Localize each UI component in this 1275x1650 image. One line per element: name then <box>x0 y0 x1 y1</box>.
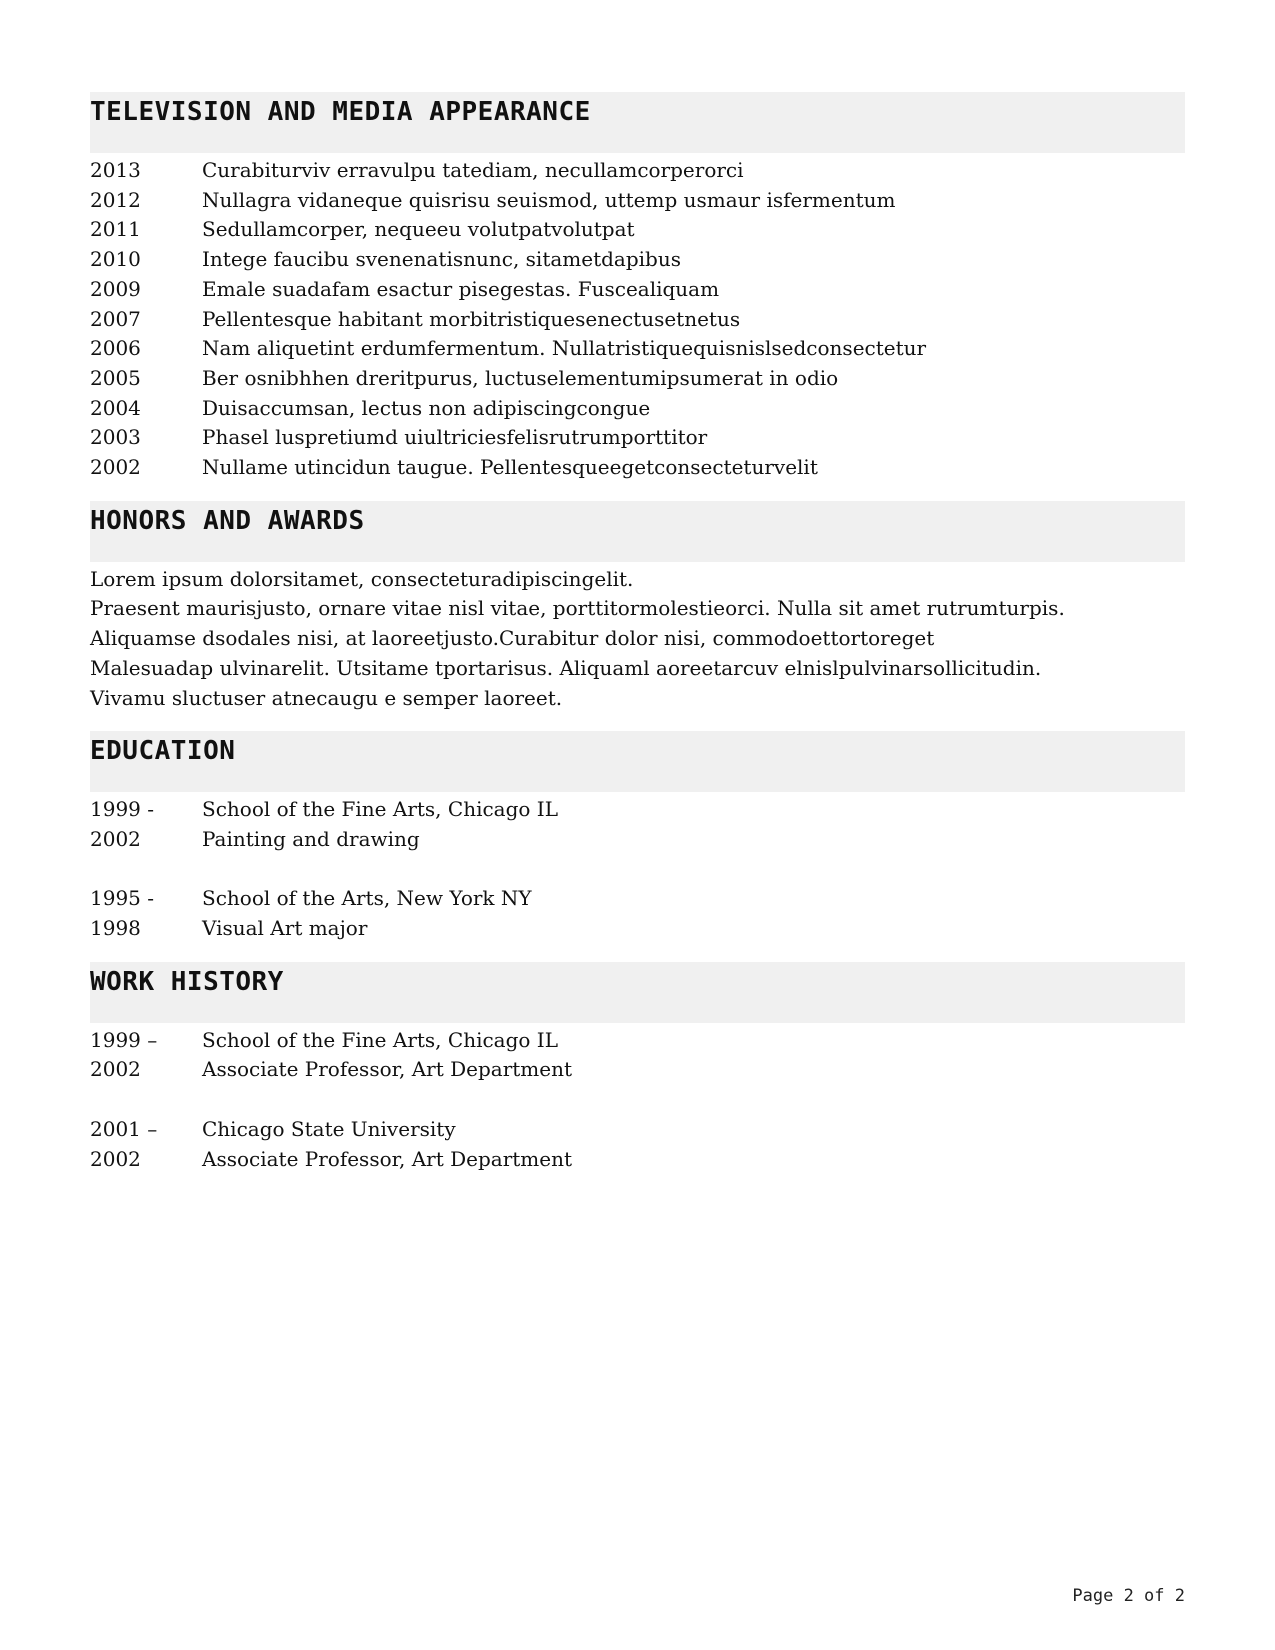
entry-text: Emale suadafam esactur pisegestas. Fuscealiquam <box>202 276 720 301</box>
work-entry-line <box>90 1115 1185 1145</box>
section-spacer <box>90 713 1185 731</box>
entry-year: 2004 <box>90 395 141 420</box>
list-item <box>90 423 1185 453</box>
list-item <box>90 156 1185 186</box>
entry-spacer <box>90 855 1185 885</box>
education-entry-line <box>90 914 1185 944</box>
list-item <box>90 394 1185 424</box>
entry-year-end: 2002 <box>90 1146 141 1171</box>
paragraph-line: Praesent maurisjusto, ornare vitae nisl vitae, porttitormolestieorci. Nulla sit amet rutrumturpis. <box>90 596 1065 621</box>
education-entry-line <box>90 795 1185 825</box>
entry-role: Associate Professor, Art Department <box>202 1057 573 1082</box>
education-list <box>90 792 1185 944</box>
paragraph-line: Malesuadap ulvinarelit. Utsitame tportarisus. Aliquaml aoreetarcuv elnislpulvinarsollicitudin. <box>90 655 1042 680</box>
entry-year-end: 2002 <box>90 826 141 851</box>
entry-year: 2009 <box>90 276 141 301</box>
honors-awards-heading: HONORS AND AWARDS <box>90 501 1185 562</box>
work-entry-line <box>90 1055 1185 1085</box>
entry-text: Nullagra vidaneque quisrisu seuismod, uttemp usmaur isfermentum <box>202 187 896 212</box>
entry-year: 2013 <box>90 158 141 182</box>
entry-year: 2003 <box>90 425 141 450</box>
entry-school: School of the Arts, New York NY <box>202 886 532 911</box>
entry-detail: Painting and drawing <box>202 826 420 851</box>
entry-text: Duisaccumsan, lectus non adipiscingcongue <box>202 395 651 420</box>
work-entry-line <box>90 1026 1185 1056</box>
list-item <box>90 334 1185 364</box>
entry-year-end: 2002 <box>90 1057 141 1082</box>
education-heading: EDUCATION <box>90 731 1185 792</box>
entry-year: 2012 <box>90 187 141 212</box>
entry-text: Sedullamcorper, nequeeu volutpatvolutpat <box>202 217 635 242</box>
entry-year-start: 2001 – <box>90 1116 158 1141</box>
entry-text: Phasel luspretiumd uiultriciesfelisrutrumporttitor <box>202 425 708 450</box>
entry-text: Ber osnibhhen dreritpurus, luctuselementumipsumerat in odio <box>202 365 839 390</box>
entry-place: Chicago State University <box>202 1116 456 1141</box>
work-history-list <box>90 1023 1185 1175</box>
work-history-heading: WORK HISTORY <box>90 962 1185 1023</box>
section-spacer <box>90 483 1185 501</box>
list-item <box>90 275 1185 305</box>
entry-text: Intege faucibu svenenatisnunc, sitametdapibus <box>202 247 682 272</box>
paragraph-line: Aliquamse dsodales nisi, at laoreetjusto.Curabitur dolor nisi, commodoettortoreget <box>90 626 935 651</box>
entry-school: School of the Fine Arts, Chicago IL <box>202 797 558 822</box>
entry-text: Nullame utincidun taugue. Pellentesqueegetconsecteturvelit <box>202 455 818 480</box>
list-item <box>90 453 1185 483</box>
list-item <box>90 215 1185 245</box>
page-number: Page 2 of 2 <box>1072 1586 1185 1606</box>
education-entry-line <box>90 825 1185 855</box>
entry-role: Associate Professor, Art Department <box>202 1146 573 1171</box>
resume-page <box>90 92 1185 1174</box>
work-entry-line <box>90 1145 1185 1175</box>
education-entry-line <box>90 884 1185 914</box>
entry-year: 2006 <box>90 336 141 361</box>
entry-text: Nam aliquetint erdumfermentum. Nullatristiquequisnislsedconsectetur <box>202 336 927 361</box>
list-item <box>90 245 1185 275</box>
entry-year: 2011 <box>90 217 141 242</box>
entry-year: 2005 <box>90 365 141 390</box>
entry-detail: Visual Art major <box>202 916 368 941</box>
paragraph-line: Lorem ipsum dolorsitamet, consecteturadipiscingelit. <box>90 566 634 591</box>
tv-media-list <box>90 153 1185 483</box>
list-item <box>90 364 1185 394</box>
entry-year: 2007 <box>90 306 141 331</box>
list-item <box>90 186 1185 216</box>
entry-year: 2002 <box>90 455 141 480</box>
section-spacer <box>90 944 1185 962</box>
entry-spacer <box>90 1085 1185 1115</box>
entry-text: Pellentesque habitant morbitristiquesenectusetnetus <box>202 306 741 331</box>
entry-year-end: 1998 <box>90 916 141 941</box>
honors-awards-paragraph <box>90 562 1185 714</box>
entry-year: 2010 <box>90 247 141 272</box>
entry-text: Curabiturviv erravulpu tatediam, necullamcorperorci <box>202 158 744 182</box>
entry-year-start: 1999 – <box>90 1027 158 1052</box>
tv-media-heading: TELEVISION AND MEDIA APPEARANCE <box>90 92 1185 153</box>
entry-year-start: 1999 - <box>90 797 155 822</box>
entry-place: School of the Fine Arts, Chicago IL <box>202 1027 558 1052</box>
entry-year-start: 1995 - <box>90 886 155 911</box>
paragraph-line: Vivamu sluctuser atnecaugu e semper laoreet. <box>90 685 563 710</box>
list-item <box>90 305 1185 335</box>
